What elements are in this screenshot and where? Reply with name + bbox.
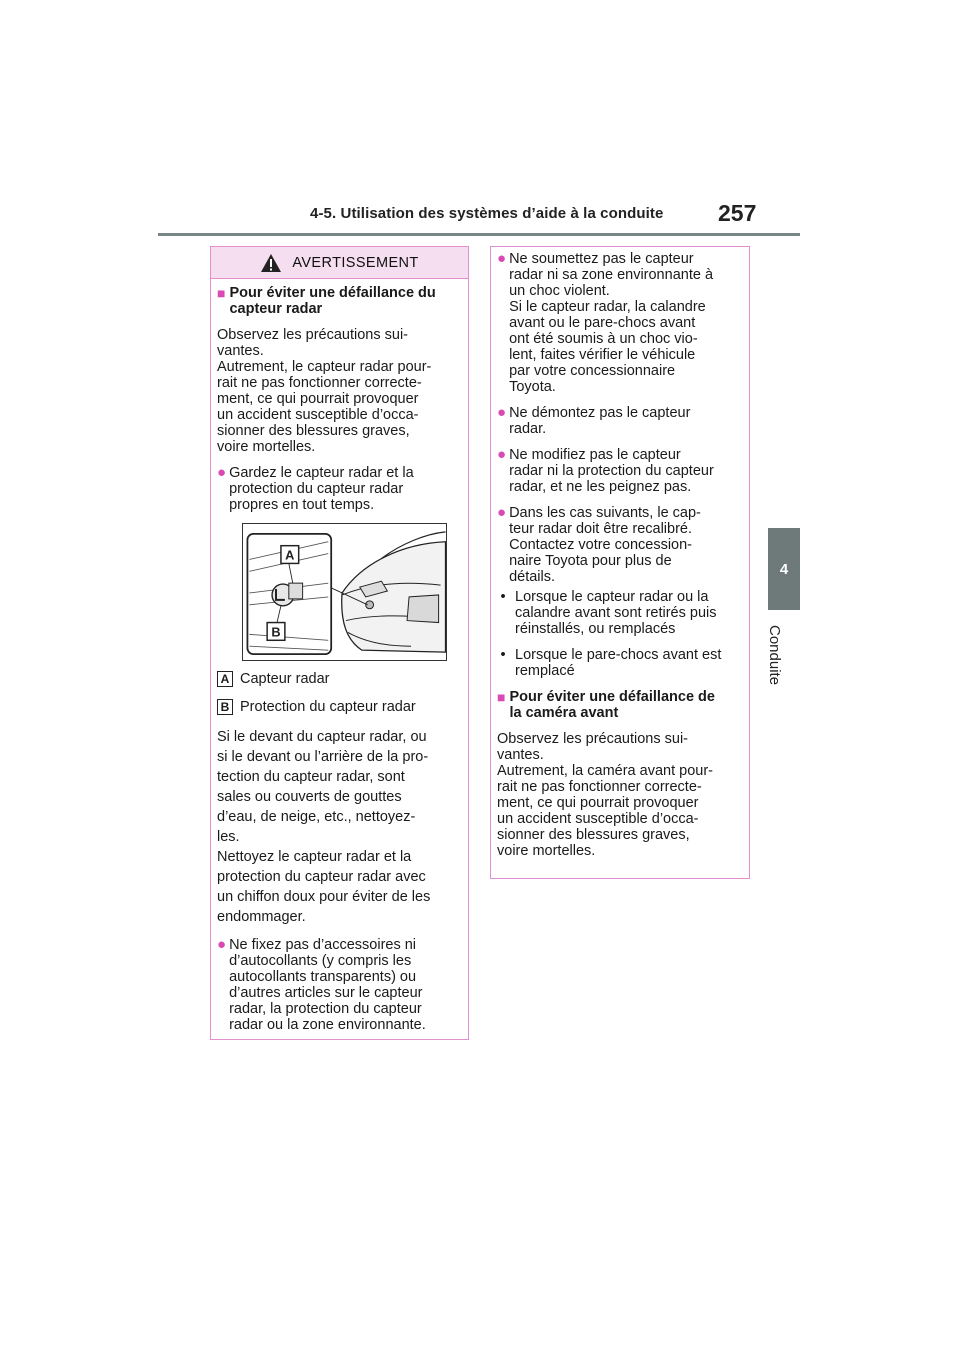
callout-text-b: Protection du capteur radar [240,699,416,715]
callout-label-b: B [217,699,233,715]
square-bullet-icon: ■ [217,285,226,301]
text-line: Ne fixez pas d’accessoires ni [229,937,417,953]
text-line: Ne soumettez pas le capteur [509,251,694,267]
section-title-camera [497,689,737,721]
round-bullet-icon: ● [497,504,507,521]
page-number: 257 [718,200,757,226]
text-line: autocollants transparents) ou [229,969,417,985]
section-title-radar [217,285,456,317]
round-bullet-icon: ● [497,446,507,463]
text-line: Nettoyez le capteur radar et la [217,849,412,865]
warning-content-left [211,279,468,1033]
text-line: radar ni la protection du capteur [509,463,714,479]
warning-header [211,247,468,279]
dash-item-bumper [497,647,737,679]
text-line: Lorsque le capteur radar ou la [515,589,709,605]
round-bullet-icon: ● [497,404,507,421]
section-title-line: Pour éviter une défaillance du [229,285,436,301]
text-line: endommager. [217,909,306,925]
text-line: Ne modifiez pas le capteur [509,447,681,463]
text-line: protection du capteur radar avec [217,869,426,885]
text-line: Lorsque le pare-chocs avant est [515,647,722,663]
section-title-line: la caméra avant [509,705,619,721]
warning-content-right [491,247,749,859]
bullet-no-impact [497,251,737,395]
callout-b [217,699,456,715]
text-line: Si le devant du capteur radar, ou [217,729,427,745]
text-line: les. [217,829,240,845]
bullet-no-modification [497,447,737,495]
warning-panel-right [490,246,750,879]
text-line: Autrement, la caméra avant pour- [497,763,713,779]
text-line: par votre concessionnaire [509,363,676,379]
text-line: sionner des blessures graves, [217,423,410,439]
bullet-keep-clean [217,465,456,513]
round-bullet-icon: ● [217,936,227,953]
dash-bullet-icon: • [500,647,506,663]
text-line: rait ne pas fonctionner correcte- [217,375,422,391]
chapter-label: Conduite [766,625,783,686]
dash-item-removed [497,589,737,637]
warning-triangle-icon [260,253,282,273]
text-line: protection du capteur radar [229,481,404,497]
section-intro-camera [497,731,737,859]
round-bullet-icon: ● [497,250,507,267]
text-line: ment, ce qui pourrait provoquer [217,391,419,407]
figure-label-b: B [271,624,281,640]
cleaning-paragraph [217,727,456,927]
text-line: lent, faites vérifier le véhicule [509,347,696,363]
text-line: rait ne pas fonctionner correcte- [497,779,702,795]
text-line: ont été soumis à un choc vio- [509,331,698,347]
text-line: réinstallés, ou remplacés [515,621,676,637]
warning-heading: AVERTISSEMENT [292,254,419,271]
text-line: naire Toyota pour plus de [509,553,672,569]
text-line: d’autres articles sur le capteur [229,985,423,1001]
callout-a [217,671,456,687]
header-title: 4-5. Utilisation des systèmes d’aide à la conduite [310,205,664,222]
text-line: vantes. [217,343,264,359]
bullet-recalibration [497,505,737,585]
text-line: détails. [509,569,556,585]
section-title-line: Pour éviter une défaillance de [509,689,715,705]
section-title-line: capteur radar [229,301,323,317]
text-line: sales ou couverts de gouttes [217,789,402,805]
bullet-no-accessories [217,937,456,1033]
text-line: Contactez votre concession- [509,537,693,553]
text-line: radar, la protection du capteur [229,1001,422,1017]
text-line: sionner des blessures graves, [497,827,690,843]
callout-text-a: Capteur radar [240,671,330,687]
text-line: avant ou le pare-chocs avant [509,315,696,331]
car-front-illustration [243,524,446,660]
chapter-tab: 4 [768,528,800,610]
text-line: Si le capteur radar, la calandre [509,299,706,315]
text-line: un choc violent. [509,283,610,299]
bullet-no-disassembly [497,405,737,437]
text-line: un chiffon doux pour éviter de les [217,889,431,905]
text-line: vantes. [497,747,544,763]
text-line: radar ou la zone environnante. [229,1017,426,1033]
text-line: teur radar doit être recalibré. [509,521,693,537]
warning-panel-left [210,246,469,1040]
text-line: Observez les précautions sui- [217,327,408,343]
text-line: tection du capteur radar, sont [217,769,405,785]
text-line: radar ni sa zone environnante à [509,267,714,283]
text-line: Ne démontez pas le capteur [509,405,691,421]
text-line: Autrement, le capteur radar pour- [217,359,432,375]
text-line: Dans les cas suivants, le cap- [509,505,701,521]
text-line: radar, et ne les peignez pas. [509,479,692,495]
text-line: si le devant ou l’arrière de la pro- [217,749,429,765]
section-intro [217,327,456,455]
round-bullet-icon: ● [217,464,227,481]
text-line: Toyota. [509,379,556,395]
text-line: un accident susceptible d’occa- [217,407,419,423]
figure-label-a: A [285,547,295,563]
text-line: remplacé [515,663,575,679]
square-bullet-icon: ■ [497,689,506,705]
dash-bullet-icon: • [500,589,506,605]
text-line: voire mortelles. [497,843,596,859]
text-line: un accident susceptible d’occa- [497,811,699,827]
callout-label-a: A [217,671,233,687]
text-line: d’eau, de neige, etc., nettoyez- [217,809,416,825]
text-line: Observez les précautions sui- [497,731,688,747]
text-line: radar. [509,421,547,437]
text-line: d’autocollants (y compris les [229,953,412,969]
text-line: propres en tout temps. [229,497,375,513]
text-line: Gardez le capteur radar et la [229,465,414,481]
radar-sensor-illustration [242,523,447,661]
text-line: ment, ce qui pourrait provoquer [497,795,699,811]
header-rule [158,233,800,236]
text-line: calandre avant sont retirés puis [515,605,717,621]
text-line: voire mortelles. [217,439,316,455]
